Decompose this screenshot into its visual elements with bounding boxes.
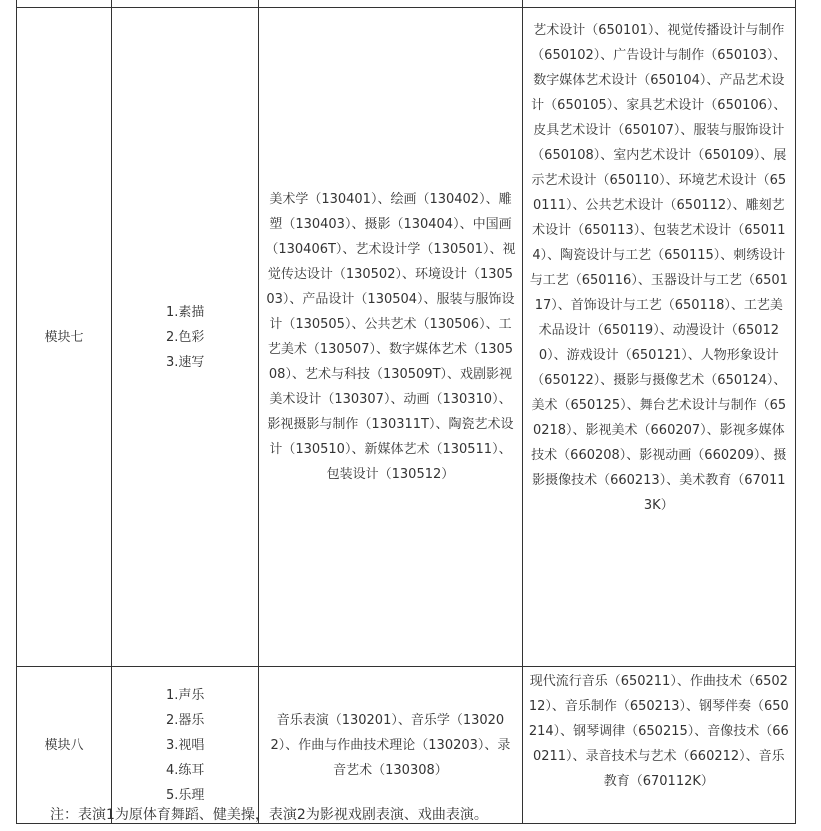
- undergrad-majors-cell: [259, 8, 522, 667]
- exam-subjects: [112, 667, 259, 824]
- footnote: 注：表演1为原体育舞蹈、健美操，表演2为影视戏剧表演、戏曲表演。: [50, 807, 488, 823]
- subject-item: 3.速写: [166, 354, 205, 370]
- vocational-majors-cell: [522, 667, 795, 824]
- exam-subjects: [112, 8, 259, 667]
- subject-item: 2.器乐: [166, 712, 205, 728]
- subject-item: 1.素描: [166, 304, 205, 320]
- subject-item: 2.色彩: [166, 329, 205, 345]
- undergrad-majors-cell: [259, 667, 522, 824]
- vocational-majors: 现代流行音乐（650211）、作曲技术（650212）、音乐制作（650213）、钢琴伴奏（650214）、钢琴调律（650215）、音像技术（660211）、录音技术与艺术（660212）、音乐教育（670112K）: [528, 674, 789, 789]
- vocational-majors: 艺术设计（650101）、视觉传播设计与制作（650102）、广告设计与制作（650103）、数字媒体艺术设计（650104）、产品艺术设计（650105）、家具艺术设计（650106）、皮具艺术设计（650107）、服装与服饰设计（650108）、室内艺术设计（650109）、展示艺术设计（650110）、环境艺术设计（650111）、公共艺术设计（650112）、雕刻艺术设计（650113）、包装艺术设计（650114）、陶瓷设计与工艺（650115）、刺绣设计与工艺（650116）、玉器设计与工艺（650117）、首饰设计与工艺（650118）、工艺美术品设计（650119）、动漫设计（650120）、游戏设计（650121）、人物形象设计（650122）、摄影与摄像艺术（650124）、美术（650125）、舞台艺术设计与制作（650218）、影视美术（660207）、影视多媒体技术（660208）、影视动画（660209）、摄影摄像技术（660213）、美术教育（670113K）: [529, 23, 788, 513]
- module-name: 模块七: [17, 8, 112, 667]
- subject-item: 4.练耳: [166, 762, 205, 778]
- subject-item: 1.声乐: [166, 687, 205, 703]
- module-name: 模块八: [17, 667, 112, 824]
- table-row: [17, 667, 796, 824]
- subject-item: 5.乐理: [166, 787, 205, 803]
- vocational-majors-cell: [522, 8, 795, 667]
- table-top-row: [17, 0, 796, 8]
- undergrad-majors: 美术学（130401）、绘画（130402）、雕塑（130403）、摄影（130404）、中国画（130406T）、艺术设计学（130501）、视觉传达设计（130502）、环境设计（130503）、产品设计（130504）、服装与服饰设计（130505）、公共艺术（130506）、工艺美术（130507）、数字媒体艺术（130508）、艺术与科技（130509T）、戏剧影视美术设计（130307）、动画（130310）、影视摄影与制作（130311T）、陶瓷艺术设计（130510）、新媒体艺术（130511）、包装设计（130512）: [265, 192, 516, 482]
- subject-item: 3.视唱: [166, 737, 205, 753]
- undergrad-majors: 音乐表演（130201）、音乐学（130202）、作曲与作曲技术理论（130203）、录音艺术（130308）: [270, 712, 511, 778]
- table-row: [17, 8, 796, 667]
- admission-table: [16, 0, 796, 824]
